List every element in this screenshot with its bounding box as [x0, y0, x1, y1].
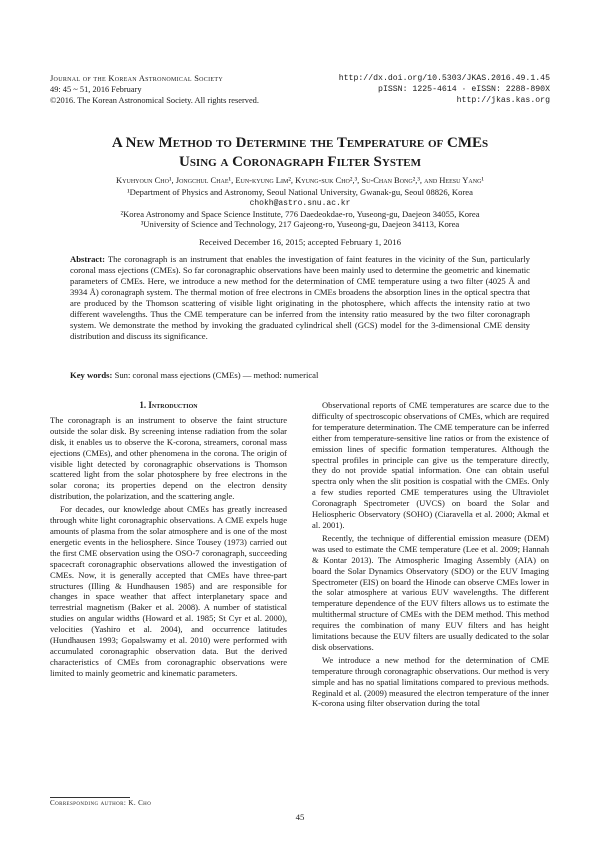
journal-url[interactable]: http://jkas.kas.org [456, 96, 550, 105]
abstract [70, 254, 530, 342]
corresponding-author-footnote: Corresponding author: K. Cho [50, 799, 152, 807]
abstract-label: Abstract: [70, 254, 105, 264]
section-heading-introduction: 1. Introduction [139, 400, 198, 410]
title-line-2: Using a Coronagraph Filter System [178, 154, 422, 170]
paper-title [40, 134, 560, 172]
issn-line: pISSN: 1225-4614 · eISSN: 2288-890X [378, 85, 550, 94]
paragraph: We introduce a new method for the determination of CME temperature through coronagraphic observations. Our method is very simple and has no spatial limitations compared to previous methods. Reginald et al. (2009) measured the electron temperature of the inner K-corona using filter observation during the total [312, 654, 549, 709]
paragraph: Recently, the technique of differential emission measure (DEM) was used to estimate the CME temperature (Lee et al. 2009; Hannah & Kontar 2013). The Atmospheric Imaging Assembly (AIA) on board the Solar Dynamics Observatory (SDO) or the EUV Imaging Spectrometer (EIS) on board the Hinode can observe CMEs lower in the solar atmosphere at various EUV wavelengths. The different temperature dependence of the EUV filters allows us to estimate the multithermal structure of CMEs with the DEM method. This method requires the combination of many EUV filters and has height limitations because the EUV filters are usually dedicated to the solar disk observations. [312, 532, 549, 652]
page-number: 45 [295, 812, 305, 822]
abstract-text: The coronagraph is an instrument that enables the investigation of faint features in the vicinity of the Sun, particularly coronal mass ejections (CMEs). So far coronagraphic observations have been mainly used to determine the geometric and kinematic parameters of CMEs. Here, we introduce a new method for the determination of CME temperature using a two filter (4025 Å and 3934 Å) coronagraph system. The thermal motion of free electrons in CMEs broadens the absorption lines in the optical spectra that are produced by the Thomson scattering of visible light originating in the photosphere, which affects the intensity ratio at two different wavelengths. Thus the CME temperature can be inferred from the intensity ratio measured by the two filter coronagraph system. We demonstrate the method by invoking the graduated cylindrical shell (GCS) model for the 3-dimensional CME density distribution and discuss its significance. [70, 254, 530, 341]
keywords-label: Key words: [70, 370, 113, 380]
doi-header [339, 73, 550, 106]
affiliation-1: ¹Department of Physics and Astronomy, Seoul National University, Gwanak-gu, Seoul 08826, Korea [127, 187, 473, 197]
doi-link[interactable]: http://dx.doi.org/10.5303/JKAS.2016.49.1.45 [338, 74, 550, 83]
right-column [312, 400, 549, 709]
volume-line: 49: 45 ~ 51, 2016 February [50, 85, 142, 94]
footnote-rule [50, 797, 130, 798]
affiliation-2: ²Korea Astronomy and Space Science Institute, 776 Daedeokdae-ro, Yuseong-gu, Daejeon 34055, Korea [120, 209, 480, 219]
paragraph: Observational reports of CME temperatures are scarce due to the difficulty of spectroscopic observations of CMEs, which are required for temperature determination. The CME temperature can be inferred either from temperature-sensitive line ratios or from the existence of emission lines of specific formation temperatures. Although the spectral profiles in principle can give us the temperature directly, they do not provide spatial information. One can obtain useful spectra only when the slit position is cospatial with the CMEs. Only a few studies reported CME temperatures using the Ultraviolet Coronagraph Spectrometer (UVCS) on board the Solar and Heliospheric Observatory (SOHO) (Ciaravella et al. 2000; Akmal et al. 2001). [312, 400, 549, 530]
title-line-1: A New Method to Determine the Temperature of CMEs [111, 135, 489, 151]
keywords [70, 370, 530, 380]
journal-name: Journal of the Korean Astronomical Society [50, 74, 223, 83]
left-column [50, 400, 287, 679]
affiliation-3: ³University of Science and Technology, 217 Gajeong-ro, Yuseong-gu, Daejeon 34113, Korea [140, 219, 460, 229]
author-email[interactable]: chokh@astro.snu.ac.kr [249, 199, 351, 208]
author-list: Kyuhyoun Cho¹, Jongchul Chae¹, Eun-kyung Lim², Kyung-suk Cho²,³, Su-Chan Bong²,³, and Heesu Yang¹ [116, 175, 484, 185]
journal-header [50, 73, 259, 106]
received-dates: Received December 16, 2015; accepted February 1, 2016 [198, 237, 401, 247]
paragraph: The coronagraph is an instrument to observe the faint structure outside the solar disk. By screening intense radiation from the solar disk, it enables us to observe the K-corona, streamers, coronal mass ejections (CMEs), and other phenomena in the corona. The origin of visible light detected by coronagraphic observations is Thomson scattered light from the solar photosphere by free electrons in the solar corona; its properties depend on the electron density distribution, the polarization, and the scattering angle. [50, 414, 287, 502]
keywords-text: Sun: coronal mass ejections (CMEs) — method: numerical [114, 370, 319, 380]
copyright-line: ©2016. The Korean Astronomical Society. All rights reserved. [50, 96, 259, 105]
paragraph: For decades, our knowledge about CMEs has greatly increased through white light coronagraphic observations. A CME expels huge amounts of plasma from the solar atmosphere and is one of the most energetic events in the heliosphere. Since Tousey (1973) carried out the first CME observation using the OSO-7 coronagraph, succeeding spacecraft coronagraphic observations allowed the investigation of CMEs. Now, it is generally accepted that CMEs have three-part structures (Illing & Hundhausen 1985) and are responsible for changes in space weather that affect interplanetary space and terrestrial magnetism (Baker et al. 2008). A number of statistical studies on angular widths (Howard et al. 1985; St Cyr et al. 2000), velocities (Yashiro et al. 2004), and occurrence latitudes (Hundhausen 1993; Gopalswamy et al. 2010) were performed with accumulated coronagraphic observation data. But the derived characteristics of CMEs from coronagraphic observations were limited to mainly geometric and kinematic parameters. [50, 504, 287, 678]
